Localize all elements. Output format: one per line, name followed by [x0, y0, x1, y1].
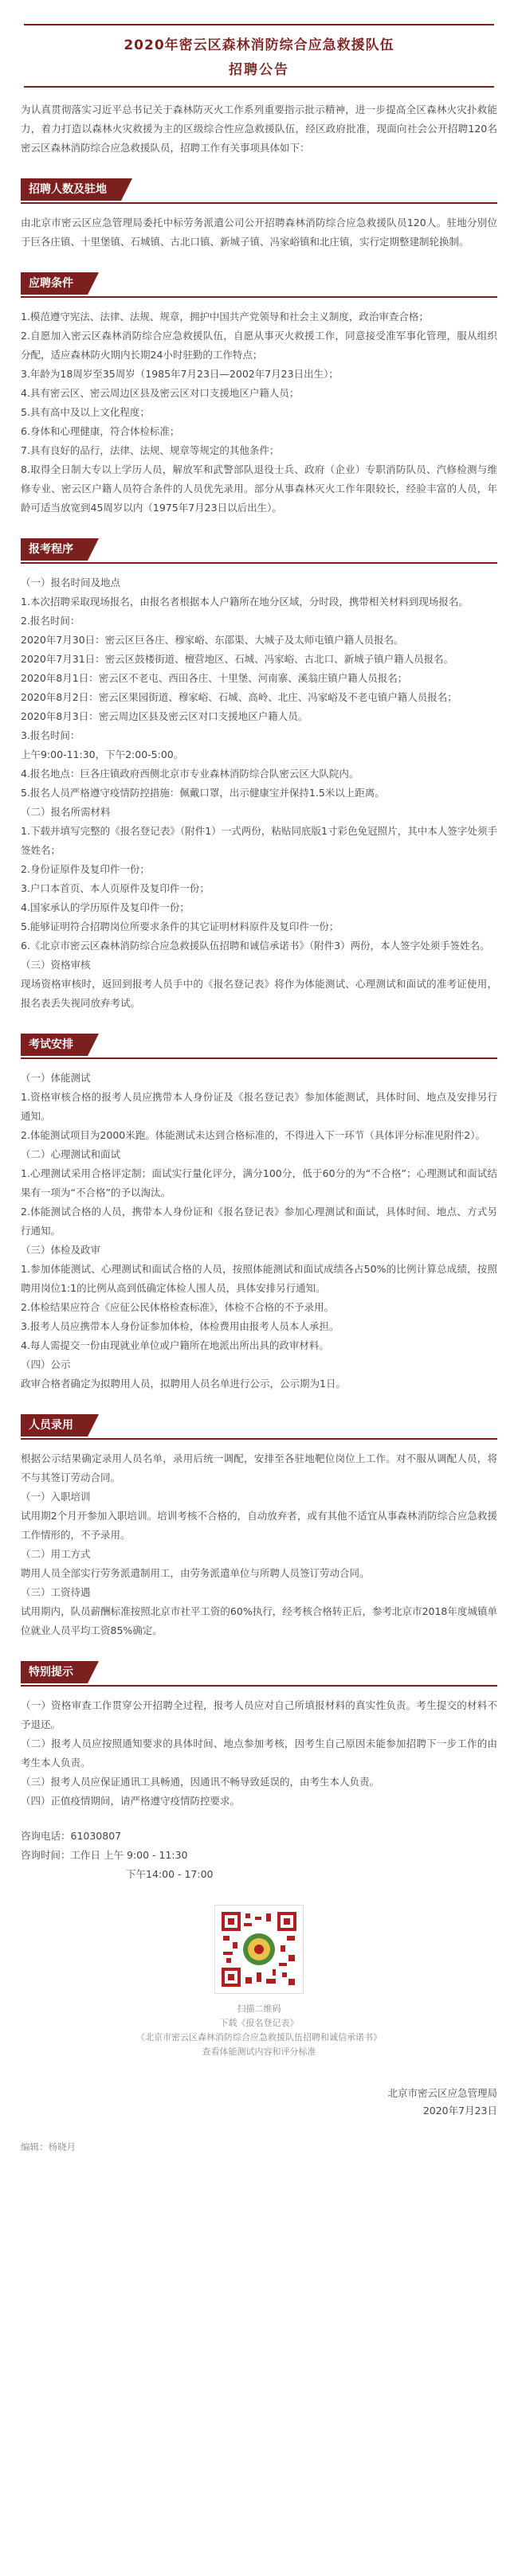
- section-paragraph: 政审合格者确定为拟聘用人员，拟聘用人员名单进行公示，公示期为1日。: [21, 1378, 346, 1390]
- section-paragraph: 3.户口本首页、本人页原件及复印件一份；: [21, 882, 210, 894]
- section-paragraph: 1.资格审核合格的报考人员应携带本人身份证及《报名登记表》参加体能测试，具体时间、地点及安排另行通知。: [21, 1091, 497, 1122]
- section-paragraph: （三）体检及政审: [21, 1244, 101, 1256]
- section-body: [21, 307, 497, 518]
- page-subtitle: 招聘公告: [229, 62, 289, 78]
- section-title: 特别提示: [21, 1661, 88, 1683]
- section-header: [21, 1034, 497, 1059]
- sections-container: [0, 178, 518, 1811]
- section-paragraph: 5.具有高中及以上文化程度；: [21, 406, 150, 418]
- contact-info: [21, 1827, 497, 1884]
- section-paragraph: 由北京市密云区应急管理局委托中标劳务派遣公司公开招聘森林消防综合应急救援队员120人。驻地分别位于巨各庄镇、十里堡镇、石城镇、古北口镇、新城子镇、冯家峪镇和北庄镇，实行定期整建制轮换制。: [21, 217, 497, 248]
- section-paragraph: （二）报名所需材料: [21, 806, 111, 818]
- section-paragraph: 2.自愿加入密云区森林消防综合应急救援队伍，自愿从事灭火救援工作，同意接受准军事化管理，服从组织分配，适应森林防火期内长期24小时驻勤的工作特点；: [21, 330, 497, 361]
- section: [21, 538, 497, 1013]
- page-title: 2020年密云区森林消防综合应急救援队伍: [124, 37, 394, 53]
- section: [21, 1661, 497, 1811]
- contact-time-afternoon: 下午14:00 - 17:00: [126, 1868, 214, 1880]
- section-title: 招聘人数及驻地: [21, 178, 121, 201]
- intro-paragraph: 为认真贯彻落实习近平总书记关于森林防灭火工作系列重要指示批示精神，进一步提高全区森林火灾扑救能力，着力打造以森林火灾救援为主的区级综合性应急救援队伍，经区政府批准，现面向社会公开招聘120名密云区森林消防综合应急救援队员，招聘工作有关事项具体如下：: [21, 104, 497, 154]
- section-body: [21, 1069, 497, 1394]
- section-paragraph: （一）报名时间及地点: [21, 577, 121, 588]
- editor-credit: 编辑：杨晓月: [21, 2141, 76, 2152]
- contact-phone: 咨询电话：61030807: [21, 1830, 122, 1842]
- section-paragraph: 1.本次招聘采取现场报名，由报名者根据本人户籍所在地分区域，分时段，携带相关材料到现场报名。: [21, 596, 469, 608]
- section: [21, 178, 497, 252]
- qr-caption-line: 《北京市密云区森林消防综合应急救援队伍招聘和诚信承诺书》: [136, 2032, 382, 2042]
- section-paragraph: （二）报考人员应按照通知要求的具体时间、地点参加考核，因考生自己原因未能参加招聘下一步工作的由考生本人负责。: [21, 1738, 497, 1769]
- section-paragraph: 1.心理测试采用合格评定制；面试实行量化评分，满分100分，低于60分的为“不合格”；心理测试和面试结果有一项为“不合格”的予以淘汰。: [21, 1167, 497, 1198]
- section-header: [21, 1414, 497, 1440]
- section-paragraph: 试用期2个月开参加入职培训。培训考核不合格的，自动放弃者，或有其他不适宜从事森林消防综合应急救援工作情形的，不予录用。: [21, 1510, 497, 1541]
- section-paragraph: 2.体能测试项目为2000米跑。体能测试未达到合格标准的，不得进入下一环节（具体评分标准见附件2）。: [21, 1129, 485, 1141]
- section-paragraph: （一）资格审查工作贯穿公开招聘全过程，报考人员应对自己所填报材料的真实性负责。考生提交的材料不予退还。: [21, 1699, 497, 1730]
- section-paragraph: 5.能够证明符合招聘岗位所要求条件的其它证明材料原件及复印件一份；: [21, 921, 339, 932]
- section-paragraph: 2.体能测试合格的人员，携带本人身份证和《报名登记表》参加心理测试和面试，具体时间、地点、方式另行通知。: [21, 1206, 497, 1237]
- signoff-date: 2020年7月23日: [422, 2105, 497, 2117]
- section-header: [21, 272, 497, 298]
- section-paragraph: 5.报名人员严格遵守疫情防控措施：佩戴口罩，出示健康宝并保持1.5米以上距离。: [21, 787, 385, 799]
- contact-time: 咨询时间：工作日 上午 9:00 - 11:30: [21, 1849, 188, 1861]
- section-paragraph: 2.报名时间：: [21, 615, 80, 627]
- section-header: [21, 538, 497, 564]
- section-header: [21, 1661, 497, 1687]
- section-paragraph: 4.国家承认的学历原件及复印件一份；: [21, 901, 190, 913]
- section-paragraph: （三）资格审核: [21, 959, 91, 971]
- section-paragraph: 2020年7月31日：密云区鼓楼街道、檀营地区、石城、冯家峪、古北口、新城子镇户籍人员报名。: [21, 653, 454, 665]
- section-paragraph: 2.身份证原件及复印件一份；: [21, 863, 150, 875]
- section-paragraph: 3.报考人员应携带本人身份证参加体检，体检费用由报考人员本人承担。: [21, 1320, 339, 1332]
- section-paragraph: 4.具有密云区、密云周边区县及密云区对口支援地区户籍人员；: [21, 387, 300, 399]
- section-paragraph: （三）工资待遇: [21, 1586, 91, 1598]
- qr-code[interactable]: [214, 1905, 304, 1994]
- section-title: 报考程序: [21, 538, 88, 561]
- section-paragraph: （三）报考人员应保证通讯工具畅通，因通讯不畅导致延误的，由考生本人负责。: [21, 1776, 380, 1788]
- section-paragraph: 2020年8月3日：密云周边区县及密云区对口支援地区户籍人员。: [21, 710, 308, 722]
- section-paragraph: 4.每人需提交一份由现就业单位或户籍所在地派出所出具的政审材料。: [21, 1339, 329, 1351]
- qr-caption-line: 下载《报名登记表》: [219, 2018, 299, 2028]
- section-paragraph: 6.身体和心理健康，符合体检标准；: [21, 425, 180, 437]
- section-paragraph: 6.《北京市密云区森林消防综合应急救援队伍招聘和诚信承诺书》（附件3）两份，本人签字处须手签姓名。: [21, 940, 490, 952]
- section-body: [21, 1696, 497, 1811]
- section-paragraph: 2020年8月2日：密云区果园街道、穆家峪、石城、高岭、北庄、冯家峪及不老屯镇户籍人员报名；: [21, 691, 457, 703]
- section-paragraph: 1.参加体能测试、心理测试和面试合格的人员，按照体能测试和面试成绩各占50%的比例计算总成绩，按照聘用岗位1:1的比例从高到低确定体检人围人员，具体安排另行通知。: [21, 1263, 497, 1294]
- section-paragraph: （一）入职培训: [21, 1491, 91, 1503]
- qr-caption: [0, 2002, 518, 2059]
- section-paragraph: 上午9:00-11:30，下午2:00-5:00。: [21, 749, 184, 760]
- section: [21, 1034, 497, 1394]
- section-paragraph: 聘用人员全部实行劳务派遣制用工，由劳务派遣单位与所聘人员签订劳动合同。: [21, 1567, 370, 1579]
- section: [21, 1414, 497, 1640]
- section-body: [21, 1449, 497, 1640]
- section-paragraph: 7.具有良好的品行，法律、法规、规章等规定的其他条件；: [21, 444, 280, 456]
- section-paragraph: 3.报名时间：: [21, 729, 80, 741]
- section-paragraph: （一）体能测试: [21, 1072, 91, 1084]
- section-paragraph: 2.体检结果应符合《应征公民体格检查标准》，体检不合格的不予录用。: [21, 1301, 335, 1313]
- section-body: [21, 573, 497, 1013]
- section-paragraph: （二）用工方式: [21, 1548, 91, 1560]
- section-paragraph: （四）公示: [21, 1358, 71, 1370]
- section-body: [21, 213, 497, 252]
- qr-code-icon: [220, 1910, 298, 1988]
- section-title: 考试安排: [21, 1034, 88, 1056]
- section-paragraph: 1.模范遵守宪法、法律、法规、规章，拥护中国共产党领导和社会主义制度，政治审查合格；: [21, 311, 429, 322]
- section-title: 人员录用: [21, 1414, 88, 1437]
- section-paragraph: 3.年龄为18周岁至35周岁（1985年7月23日—2002年7月23日出生）；: [21, 368, 339, 380]
- section-paragraph: 试用期内，队员薪酬标准按照北京市社平工资的60%执行，经考核合格转正后，参考北京市2018年度城镇单位就业人员平均工资85%确定。: [21, 1605, 497, 1636]
- section-paragraph: 2020年7月30日：密云区巨各庄、穆家峪、东邵渠、大城子及太师屯镇户籍人员报名。: [21, 634, 404, 646]
- qr-caption-line: 扫描二维码: [237, 2003, 281, 2014]
- section-header: [21, 178, 497, 204]
- section-paragraph: 现场资格审核时，返回到报考人员手中的《报名登记表》将作为体能测试、心理测试和面试的准考证使用，报名表丢失视同放弃考试。: [21, 978, 497, 1009]
- header-banner: [24, 24, 494, 88]
- section-paragraph: （二）心理测试和面试: [21, 1148, 121, 1160]
- section-title: 应聘条件: [21, 272, 88, 295]
- section-paragraph: 1.下载并填写完整的《报名登记表》（附件1）一式两份，粘贴同底版1寸彩色免冠照片，其中本人签字处须手签姓名；: [21, 825, 497, 856]
- section-paragraph: 4.报名地点：巨各庄镇政府西侧北京市专业森林消防综合队密云区大队院内。: [21, 768, 359, 780]
- section-paragraph: 根据公示结果确定录用人员名单，录用后统一调配，安排至各驻地靶位岗位上工作。对不服从调配人员，将不与其签订劳动合同。: [21, 1452, 497, 1483]
- signoff-org: 北京市密云区应急管理局: [387, 2087, 497, 2099]
- section: [21, 272, 497, 518]
- section-paragraph: 8.取得全日制大专以上学历人员，解放军和武警部队退役士兵、政府（企业）专职消防队员、汽修检测与维修专业、密云区户籍人员符合条件的人员优先录用。部分从事森林灭火工作年限较长，经验丰富的人员，年龄可适当放宽到45周岁以内（1975年7月23日以后出生）。: [21, 463, 497, 514]
- signoff: [0, 2085, 497, 2120]
- section-paragraph: （四）正值疫情期间，请严格遵守疫情防控要求。: [21, 1795, 241, 1807]
- section-paragraph: 2020年8月1日：密云区不老屯、西田各庄、十里堡、河南寨、溪翁庄镇户籍人员报名；: [21, 672, 408, 684]
- qr-caption-line: 查看体能测试内容和评分标准: [202, 2046, 316, 2057]
